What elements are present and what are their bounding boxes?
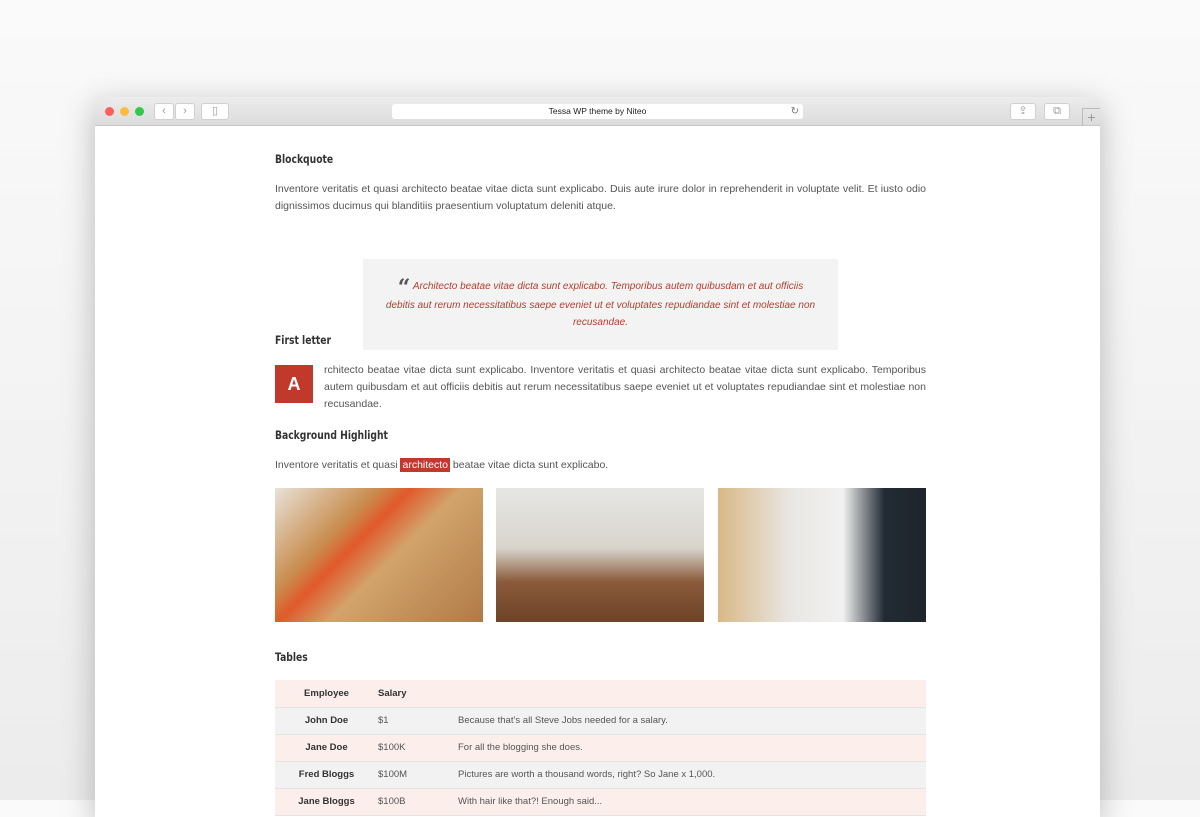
highlight-heading: Background Highlight <box>275 428 388 442</box>
text: Inventore veritatis et quasi <box>275 459 401 471</box>
highlight-paragraph <box>275 457 926 474</box>
forward-icon[interactable]: › <box>175 103 195 120</box>
table-row <box>275 761 926 788</box>
browser-toolbar <box>95 97 1100 126</box>
sidebar-icon[interactable]: ▯ <box>201 103 229 120</box>
address-bar[interactable] <box>392 104 803 119</box>
table-row <box>275 707 926 734</box>
gallery-image-living-room[interactable] <box>718 488 926 622</box>
cell: Fred Bloggs <box>275 761 378 788</box>
table-header-row <box>275 680 926 707</box>
cell: $100K <box>378 734 458 761</box>
cell: $100M <box>378 761 458 788</box>
back-icon[interactable]: ‹ <box>154 103 174 120</box>
cell: Jane Bloggs <box>275 788 378 815</box>
text: beatae vitae dicta sunt explicabo. <box>450 459 609 471</box>
drop-cap: A <box>275 365 313 403</box>
column-header: Employee <box>275 680 378 707</box>
quote-icon: “ <box>397 275 411 301</box>
reload-icon[interactable]: ↻ <box>790 106 799 117</box>
close-button[interactable] <box>105 107 114 116</box>
minimize-button[interactable] <box>120 107 129 116</box>
blockquote-heading: Blockquote <box>275 152 334 166</box>
page-title: Tessa WP theme by Niteo <box>548 106 647 116</box>
quote-text: Architecto beatae vitae dicta sunt explicabo. Temporibus autem quibusdam et aut officiis debitis aut rerum necessitatibus saepe eveniet ut et voluptates repudiandae sint et molestiae non recusandae. <box>385 281 816 328</box>
tables-heading: Tables <box>275 650 308 664</box>
highlighted-word: architecto <box>402 459 449 471</box>
blockquote <box>363 259 838 350</box>
page-content <box>95 126 1100 817</box>
first-letter-heading: First letter <box>275 333 332 347</box>
table-row <box>275 788 926 815</box>
gallery-image-dining[interactable] <box>496 488 704 622</box>
first-letter-text: rchitecto beatae vitae dicta sunt explicabo. Inventore veritatis et quasi architecto beatae vitae dicta sunt explicabo. Temporibus autem quibusdam et aut officiis debitis aut rerum necessitatibus saepe eveniet ut et voluptates repudiandae sint et molestiae non recusandae. <box>324 364 926 410</box>
tabs-icon[interactable]: ⧉ <box>1044 103 1070 120</box>
column-header <box>458 680 926 707</box>
gallery-image-desk[interactable] <box>275 488 483 622</box>
column-header: Salary <box>378 680 458 707</box>
new-tab-icon[interactable]: + <box>1082 108 1100 126</box>
cell: John Doe <box>275 707 378 734</box>
cell: $100B <box>378 788 458 815</box>
employee-table <box>275 680 926 816</box>
browser-window <box>95 97 1100 817</box>
cell: With hair like that?! Enough said... <box>458 788 926 815</box>
maximize-button[interactable] <box>135 107 144 116</box>
cell: For all the blogging she does. <box>458 734 926 761</box>
cell: Because that’s all Steve Jobs needed for a salary. <box>458 707 926 734</box>
cell: $1 <box>378 707 458 734</box>
blockquote-intro: Inventore veritatis et quasi architecto beatae vitae dicta sunt explicabo. Duis aute irure dolor in reprehenderit in voluptate velit. Et iusto odio dignissimos ducimus qui blanditiis praesentium voluptatum deleniti atque. <box>275 183 926 212</box>
cell: Pictures are worth a thousand words, right? So Jane x 1,000. <box>458 761 926 788</box>
share-icon[interactable]: ⇪ <box>1010 103 1036 120</box>
cell: Jane Doe <box>275 734 378 761</box>
table-row <box>275 734 926 761</box>
